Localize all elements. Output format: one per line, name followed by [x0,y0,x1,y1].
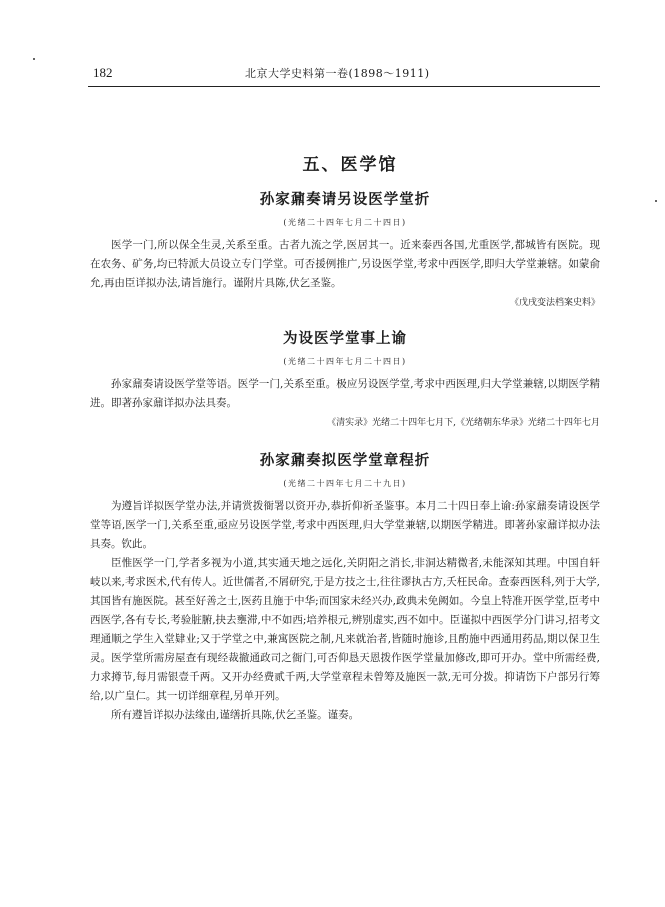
document-paragraph: 臣惟医学一门,学者多视为小道,其实通天地之远化,关阴阳之消长,非洞达精微者,未能深知其理。中国自轩岐以来,考求医术,代有传人。近世儒者,不屑研究,于是方技之士,往往谬执古方,夭枉民命。查泰西医科,列于大学,其国皆有施医院。甚至好善之士,医药且施于中华;而国家未经兴办,政典未免阙如。今皇上特准开医学堂,臣考中西医学,各有专长,考验脏腑,抉去壅滞,中不如西;培养根元,辨别虚实,西不如中。臣谨拟中西医学分门讲习,招考文理通顺之学生入堂肄业;又于学堂之中,兼寓医院之制,凡来就治者,皆随时施诊,且酌施中西通用药品,期以保卫生灵。医学堂所需房屋查有现经裁撤通政司之衙门,可否仰恳天恩拨作医学堂量加修改,即可开办。堂中所需经费,力求撙节,每月需银壹千两。又开办经费贰千两,大学堂章程未曾筹及施医一款,无可分拨。抑请饬下户部另行筹给,以广皇仁。其一切详细章程,另单开列。 [90,557,600,702]
document-title: 孙家鼐奏请另设医学堂折 [259,191,431,208]
document-source: 《清实录》光绪二十四年七月下,《光绪朝东华录》光绪二十四年七月 [327,418,600,428]
document-paragraph: 所有遵旨详拟办法缘由,谨缮折具陈,伏乞圣鉴。谨奏。 [111,709,360,721]
scan-speck [655,200,657,202]
page-number: 182 [93,65,113,80]
document-source: 《戊戌变法档案史料》 [509,298,600,308]
header-rule [88,86,600,87]
document-paragraph: 为遵旨详拟医学堂办法,并请赏拨衙署以资开办,恭折仰祈圣鉴事。本月二十四日奉上谕:孙家鼐奏请设医学堂等语,医学一门,关系至重,亟应另设医学堂,考求中西医理,归大学堂兼辖,以期医学精进。即著孙家鼐详拟办法具奏。钦此。 [90,500,600,550]
scan-speck [33,58,35,60]
document-date: (光绪二十四年七月二十四日) [283,357,407,366]
document-date: (光绪二十四年七月二十九日) [283,479,407,488]
document-paragraph: 孙家鼐奏请设医学堂等语。医学一门,关系至重。极应另设医学堂,考求中西医理,归大学堂兼辖,以期医学精进。即著孙家鼐详拟办法具奏。 [90,378,600,409]
document-date: (光绪二十四年七月二十四日) [283,218,407,227]
running-head: 北京大学史料第一卷(1898～1911) [245,67,430,80]
document-title: 孙家鼐奏拟医学堂章程折 [259,452,431,469]
page-body [90,150,600,725]
document-paragraph: 医学一门,所以保全生灵,关系至重。古者九流之学,医居其一。近来泰西各国,尤重医学,都城皆有医院。现在农务、矿务,均已特派大员设立专门学堂。可否援例推广,另设医学堂,考求中西医学,即归大学堂兼辖。如蒙俞允,再由臣详拟办法,请旨施行。谨附片具陈,伏乞圣鉴。 [90,239,600,289]
section-title: 五、医学馆 [302,155,398,175]
document-title: 为设医学堂事上谕 [283,330,407,347]
